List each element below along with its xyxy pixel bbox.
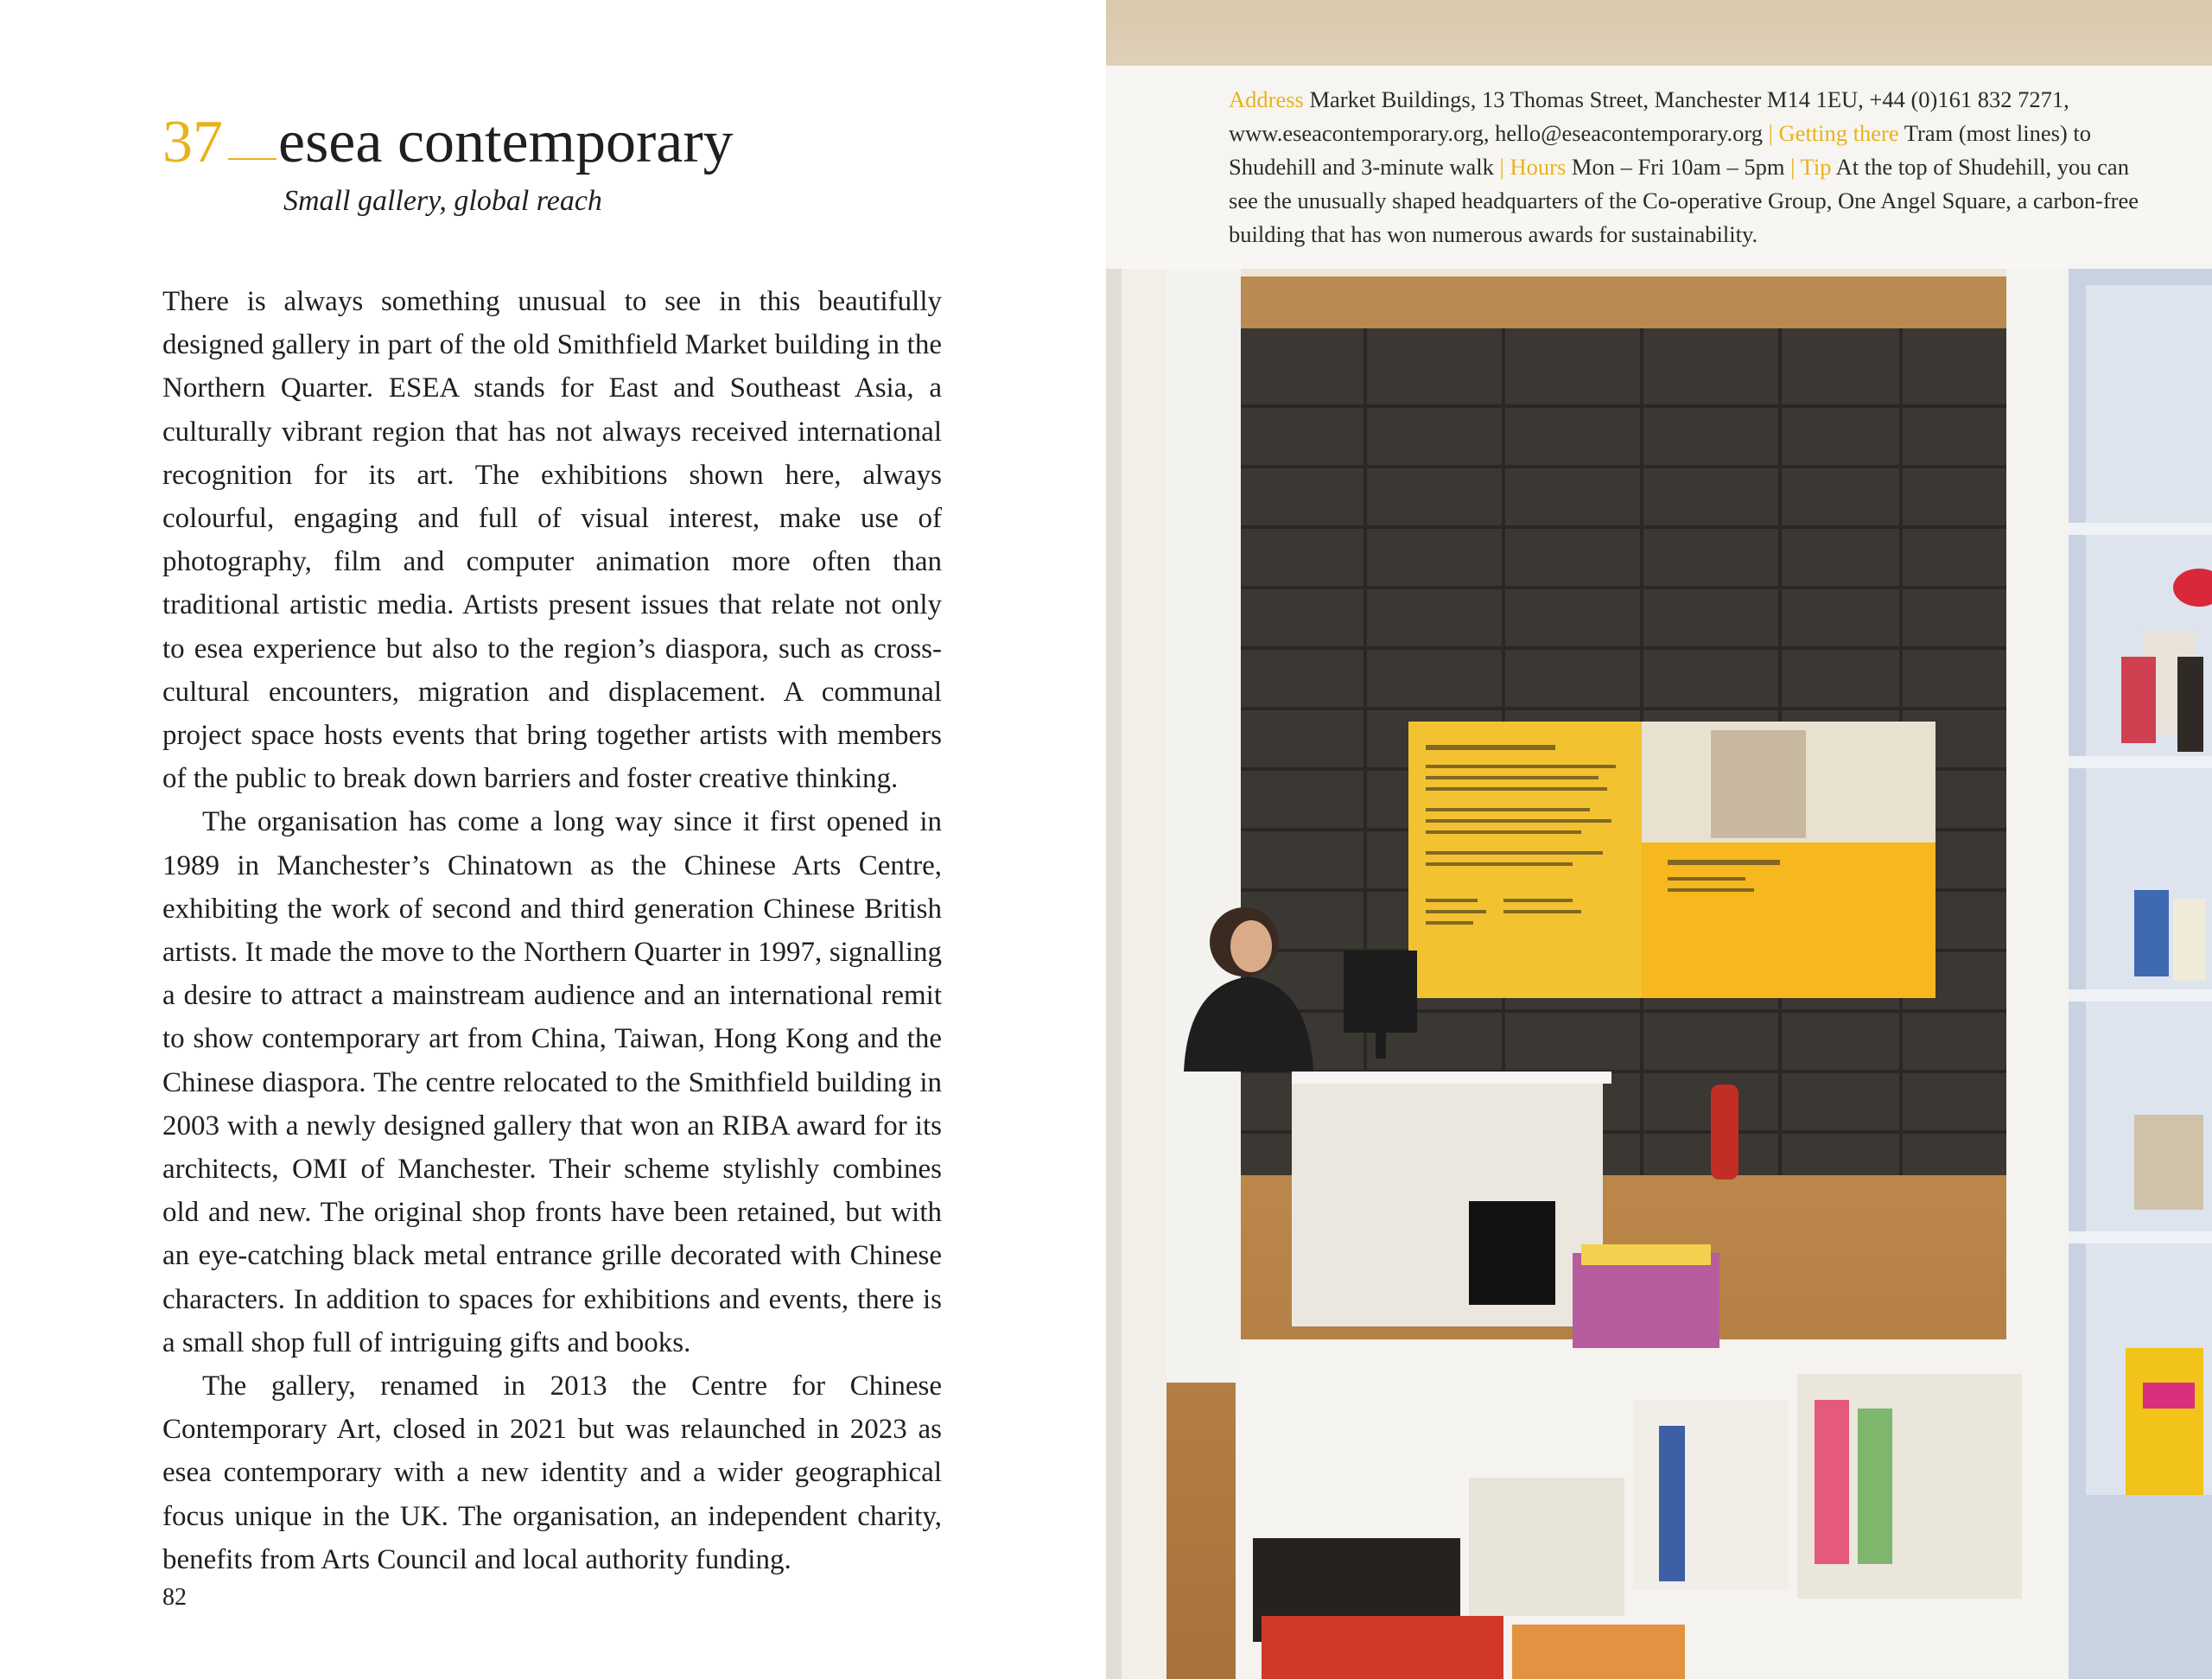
- page-number: 82: [162, 1584, 187, 1611]
- body-paragraph-1: There is always something unusual to see in this beautifully designed gallery in part of the old Smithfield Market building in the Northern Quarter. ESEA stands for East and Southeast Asia, a culturally vibrant region that has not always received international recognition for its art. The exhibitions shown here, always colourful, engaging and full of visual interest, make use of photography, film and computer animation more often than traditional artistic media. Artists present issues that relate not only to esea experience but also to the region’s diaspora, such as cross-cultural encounters, migration and displacement. A communal project space hosts events that bring together artists with members of the public to break down barriers and foster creative thinking.: [162, 286, 942, 795]
- entry-heading: [162, 109, 734, 175]
- body-paragraph-2: The organisation has come a long way since it first opened in 1989 in Manchester’s Chinatown as the Chinese Arts Centre, exhibiting the work of second and third generation Chinese British artists. It made the move to the Northern Quarter in 1997, signalling a desire to attract a mainstream audience and an international remit to show contemporary art from China, Taiwan, Hong Kong and the Chinese diaspora. The centre relocated to the Smithfield building in 2003 with a newly designed gallery that won an RIBA award for its architects, OMI of Manchester. Their scheme stylishly combines old and new. The original shop fronts have been retained, but with an eye-catching black metal entrance grille decorated with Chinese characters. In addition to spaces for exhibitions and events, there is a small shop full of intriguing gifts and books.: [162, 806, 942, 1358]
- right-page: [1106, 0, 2212, 1679]
- entry-subtitle: Small gallery, global reach: [283, 185, 602, 217]
- body-text: [162, 280, 942, 1581]
- info-text: [1229, 83, 2153, 251]
- info-separator: |: [1768, 120, 1773, 146]
- entry-title: esea contemporary: [278, 109, 734, 175]
- info-tip: At the top of Shudehill, you can see the unusually shaped headquarters of the Co-operative Group, One Angel Square, a carbon-free building that has won numerous awards for sustainability.: [1229, 154, 2139, 247]
- photo-reception-desk: [1292, 1076, 1603, 1326]
- photo-white-wall: [1166, 259, 1241, 1383]
- info-hours: Mon – Fri 10am – 5pm: [1571, 154, 1785, 180]
- info-separator: |: [1790, 154, 1796, 180]
- entry-number-underline: [228, 158, 276, 160]
- info-tip-label: Tip: [1800, 154, 1832, 180]
- info-address-label: Address: [1229, 86, 1304, 112]
- photo-monitor: [1344, 951, 1417, 1033]
- info-address: Market Buildings, 13 Thomas Street, Manchester M14 1EU, +44 (0)161 832 7271, www.eseacontemporary.org, hello@eseacontemporary.org: [1229, 86, 2069, 146]
- info-hours-label: Hours: [1510, 154, 1567, 180]
- entry-number: 37: [162, 109, 223, 175]
- info-separator: |: [1499, 154, 1504, 180]
- body-paragraph-3: The gallery, renamed in 2013 the Centre for Chinese Contemporary Art, closed in 2021 but was relaunched in 2023 as esea contemporary with a new identity and a wider geographical focus unique in the UK. The organisation, an independent charity, benefits from Arts Council and local authority funding.: [162, 1371, 942, 1575]
- info-getting-there-label: Getting there: [1778, 120, 1899, 146]
- info-getting-there: Tram (most lines) to Shudehill and 3-minute walk: [1229, 120, 2091, 180]
